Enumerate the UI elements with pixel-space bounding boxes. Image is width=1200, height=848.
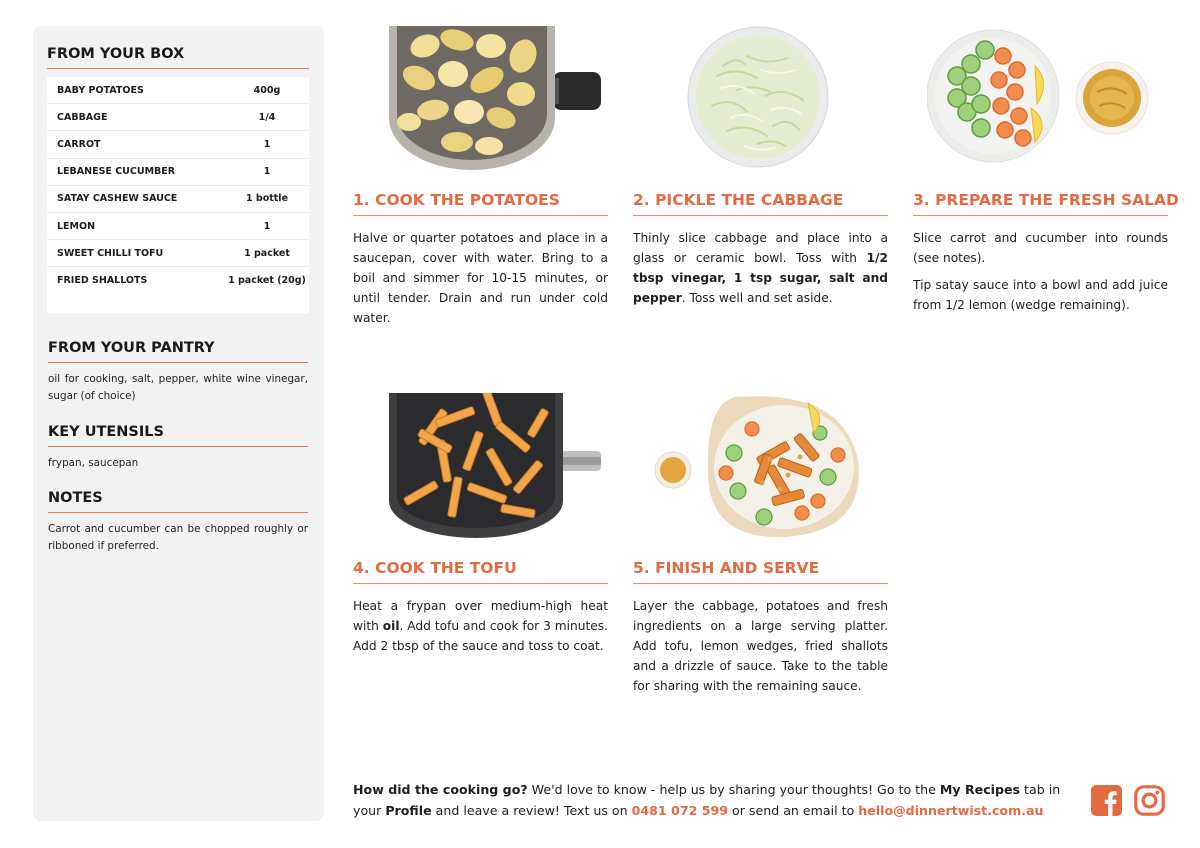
ingredient-row [47,104,309,131]
ingredient-qty: 1/4 [258,111,276,123]
pantry-text: oil for cooking, salt, pepper, white wine vinegar, sugar (of choice) [48,373,308,402]
step-2 [633,191,888,308]
ingredient-row [47,186,309,213]
step-2-text-bold: 1/2 tbsp vinegar, 1 tsp sugar, salt and pepper [633,251,888,305]
step-4-title: 4. COOK THE TOFU [353,559,608,584]
ingredient-name: FRIED SHALLOTS [57,274,148,286]
footer-my-recipes: My Recipes [939,782,1021,797]
ingredient-row [47,240,309,267]
ingredient-name: LEMON [57,220,96,232]
ingredient-name: BABY POTATOES [57,84,144,96]
ingredient-qty: 1 bottle [245,193,289,205]
from-your-box-title: FROM YOUR BOX [47,46,309,69]
notes-text: Carrot and cucumber can be chopped roughly or ribboned if preferred. [48,523,308,552]
ingredient-row [47,77,309,104]
finished-platter-image [652,393,864,539]
step-5-title: 5. FINISH AND SERVE [633,559,888,584]
step-3 [913,191,1179,315]
ingredient-name: CABBAGE [57,111,108,123]
footer-text-4: or send an email to [728,803,859,818]
step-2-text-a: Thinly slice cabbage and place into a glass or ceramic bowl. Toss with [633,231,888,265]
footer-question: How did the cooking go? [353,782,528,797]
ingredient-qty: 400g [253,84,281,96]
footer-phone-link[interactable]: 0481 072 599 [631,803,729,818]
notes-section [48,490,308,555]
feedback-footer [353,779,1083,821]
step-4-text-a: Heat a frypan over medium-high heat with [353,599,608,633]
footer-email-link[interactable]: hello@dinnertwist.com.au [858,803,1044,818]
utensils-text: frypan, saucepan [48,457,139,469]
step-1 [353,191,608,328]
ingredient-qty: 1 packet [244,247,290,259]
footer-text-3: and leave a review! Text us on [431,803,632,818]
step-4-text-bold: oil [382,619,400,633]
ingredient-qty: 1 [263,220,271,232]
ingredient-row [47,213,309,240]
step-3-text-2: Tip satay sauce into a bowl and add juice from 1/2 lemon (wedge remaining). [913,278,1168,312]
step-1-text: Halve or quarter potatoes and place in a saucepan, cover with water. Bring to a boil and simmer for 10-15 minutes, or until tender. Drain and run under cold water. [353,231,608,325]
utensils-title: KEY UTENSILS [48,424,308,447]
step-3-text-1: Slice carrot and cucumber into rounds (see notes). [913,231,1168,265]
instagram-icon[interactable] [1134,785,1165,816]
step-4-text-c: . Add tofu and cook for 3 minutes. Add 2 tbsp of the sauce and toss to coat. [353,619,608,653]
fresh-salad-plate-image [927,26,1151,166]
step-5 [633,559,888,696]
ingredient-name: SWEET CHILLI TOFU [57,247,164,259]
step-3-title: 3. PREPARE THE FRESH SALAD [913,191,1168,216]
notes-title: NOTES [48,490,308,513]
footer-text-2: tab in your [353,782,1061,818]
utensils-section [48,424,308,472]
ingredient-name: SATAY CASHEW SAUCE [57,193,178,205]
ingredient-qty: 1 packet (20g) [228,274,306,286]
step-2-title: 2. PICKLE THE CABBAGE [633,191,888,216]
pantry-section [48,340,308,405]
footer-profile: Profile [385,803,432,818]
step-2-text [633,228,888,308]
step-1-title: 1. COOK THE POTATOES [353,191,608,216]
ingredient-qty: 1 [263,138,271,150]
ingredient-row [47,159,309,186]
cabbage-bowl-image [687,26,830,169]
footer-text-1: We'd love to know - help us by sharing your thoughts! Go to the [527,782,940,797]
facebook-icon[interactable] [1091,785,1122,816]
ingredient-name: CARROT [57,138,101,150]
step-4-text [353,596,608,656]
potatoes-saucepan-image [383,26,605,171]
pantry-title: FROM YOUR PANTRY [48,340,308,363]
from-your-box-section [47,46,309,321]
ingredient-qty: 1 [263,166,271,178]
ingredient-name: LEBANESE CUCUMBER [57,166,176,178]
ingredient-row [47,267,309,293]
step-4 [353,559,608,656]
ingredients-sidebar [33,26,324,821]
step-2-text-c: . Toss well and set aside. [681,291,833,305]
step-5-text: Layer the cabbage, potatoes and fresh ingredients on a large serving platter. Add tofu, lemon wedges, fried shallots and a drizzle of sauce. Take to the table for sharing with the remaining sauce. [633,599,888,693]
ingredient-row [47,131,309,158]
ingredients-table [47,77,309,313]
tofu-frypan-image [383,393,605,538]
